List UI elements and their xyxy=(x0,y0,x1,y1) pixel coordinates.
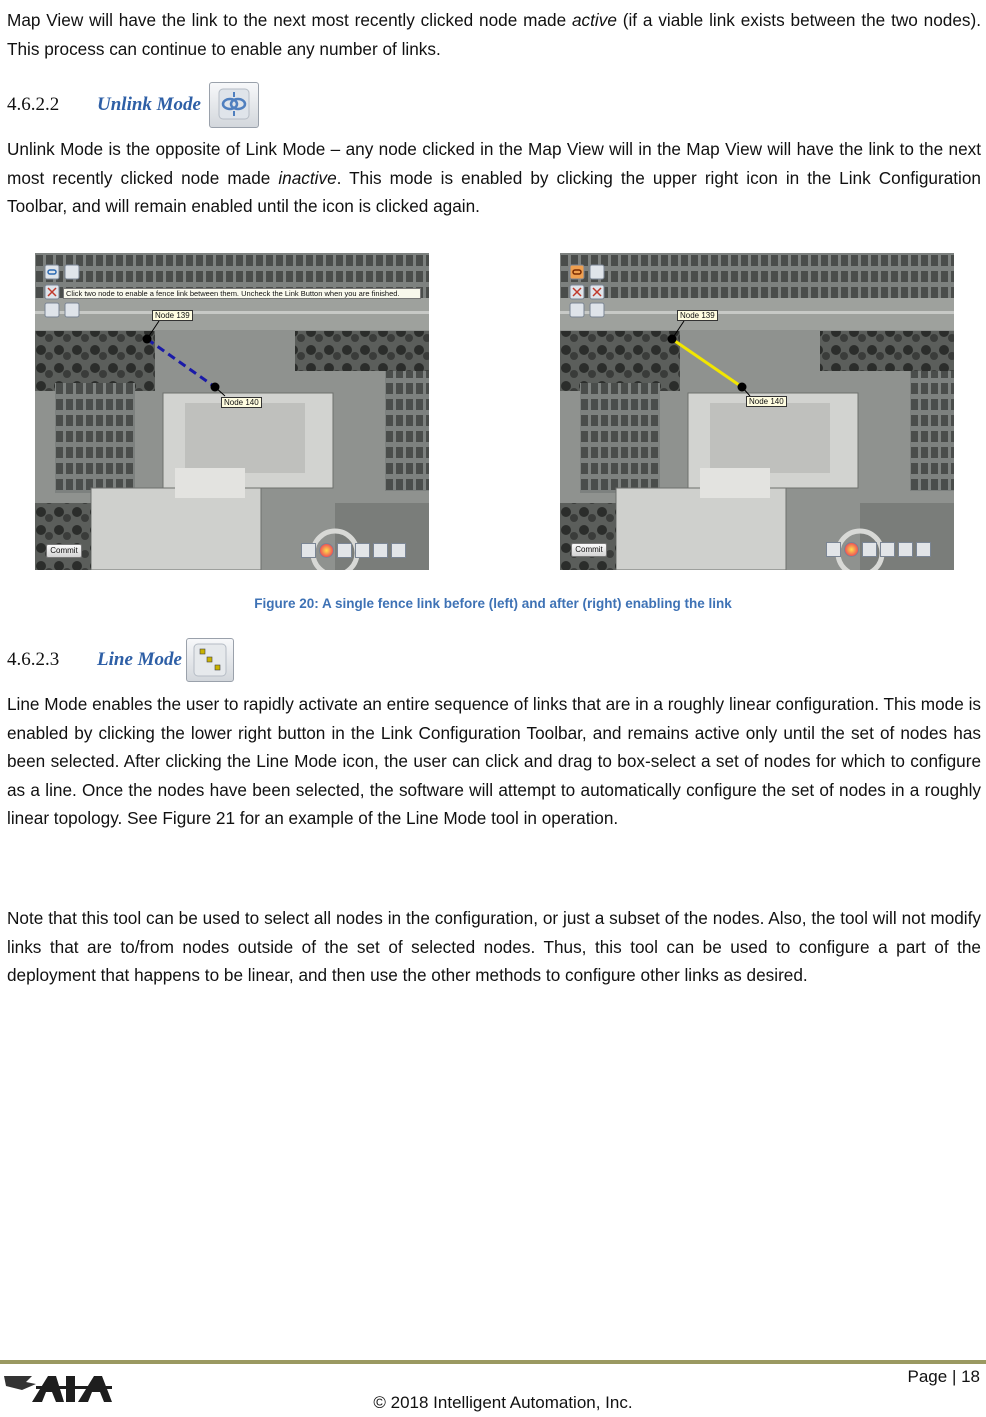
logo-text: IAI xyxy=(92,1404,94,1405)
zoom-in-icon[interactable] xyxy=(355,543,370,558)
node-label: Node 139 xyxy=(152,310,193,321)
node-marker[interactable] xyxy=(668,335,677,344)
layers-icon[interactable] xyxy=(391,543,406,558)
line-mode-heading xyxy=(7,637,234,683)
commit-button[interactable]: Commit xyxy=(46,544,82,558)
node-label: Node 140 xyxy=(221,397,262,408)
line-mode-paragraph-1: Line Mode enables the user to rapidly activate an entire sequence of links that are in a roughly linear configuration. This mode is enabled by clicking the lower right button in the Link Configuration Toolbar, and remains active only until the set of nodes has been selected. After clicking the Line Mode icon, the user can click and drag to box-select a set of nodes for which to configure as a line. Once the nodes have been selected, the software will attempt to automatically configure the set of nodes in a roughly linear topology. See Figure 21 for an example of the Line Mode tool in operation. xyxy=(7,694,981,828)
copyright: © 2018 Intelligent Automation, Inc. xyxy=(373,1393,633,1412)
color-icon[interactable] xyxy=(319,543,334,558)
hand-icon[interactable] xyxy=(337,543,352,558)
figure-caption: Figure 20: A single fence link before (left) and after (right) enabling the link xyxy=(254,596,732,611)
zoom-in-icon[interactable] xyxy=(880,542,895,557)
zoom-out-icon[interactable] xyxy=(898,542,913,557)
section-number: 4.6.2.3 xyxy=(7,649,60,670)
section-number: 4.6.2.2 xyxy=(7,94,60,115)
page-number: Page | 18 xyxy=(907,1367,980,1386)
unlink-mode-paragraph: Unlink Mode is the opposite of Link Mode – any node clicked in the Map View will in the Map View will have the link to the next most recently clicked node made inactive. This mode is enabled by clicking the upper right icon in the Link Configuration Toolbar, and will remain enabled until the icon is clicked again. xyxy=(7,139,981,216)
section-title: Line Mode xyxy=(97,649,182,670)
color-icon[interactable] xyxy=(844,542,859,557)
unlink-mode-heading xyxy=(7,81,259,129)
figure-right-map xyxy=(560,253,954,570)
node-label: Node 139 xyxy=(677,310,718,321)
layers-icon[interactable] xyxy=(916,542,931,557)
commit-button[interactable]: Commit xyxy=(571,543,607,557)
node-marker[interactable] xyxy=(211,383,220,392)
figure-left-map xyxy=(35,253,429,570)
intro-paragraph: Map View will have the link to the next most recently clicked node made active (if a viable link exists between the two nodes). This process can continue to enable any number of links. xyxy=(7,10,982,59)
pencil-icon[interactable] xyxy=(301,543,316,558)
unlink-icon xyxy=(209,82,259,128)
line-mode-paragraph-2: Note that this tool can be used to select all nodes in the configuration, or just a subset of the nodes. Also, the tool will not modify links that are to/from nodes outside of the set of selected nodes. Thus, this tool can be used to configure a part of the deployment that happens to be linear, and then use the other methods to configure other links as desired. xyxy=(7,908,981,985)
tooltip: Click two node to enable a fence link between them. Uncheck the Link Button when you are finished. xyxy=(63,288,421,299)
hand-icon[interactable] xyxy=(862,542,877,557)
node-marker[interactable] xyxy=(738,383,747,392)
section-title: Unlink Mode xyxy=(97,94,201,115)
line-mode-icon xyxy=(186,638,234,682)
footer-rule xyxy=(0,1360,986,1364)
pencil-icon[interactable] xyxy=(826,542,841,557)
map-tools xyxy=(301,543,406,558)
node-marker[interactable] xyxy=(143,335,152,344)
zoom-out-icon[interactable] xyxy=(373,543,388,558)
map-tools xyxy=(826,542,931,557)
node-label: Node 140 xyxy=(746,396,787,407)
